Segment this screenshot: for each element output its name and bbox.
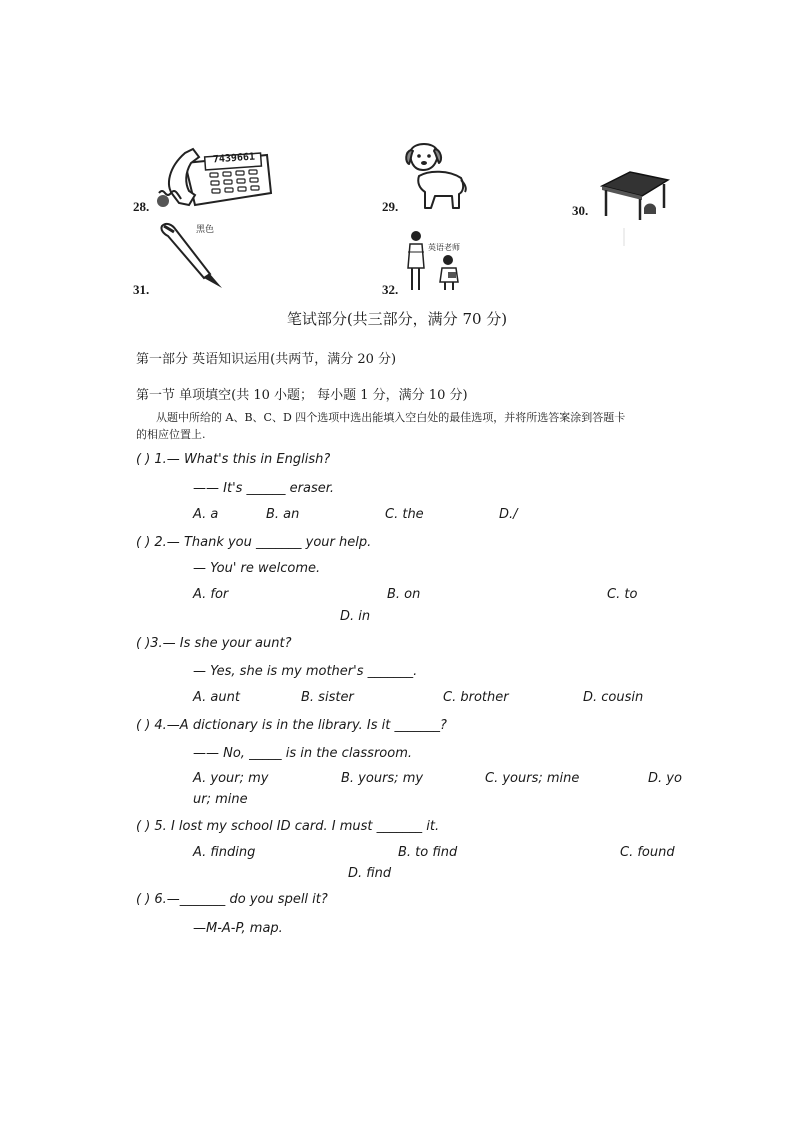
question-2-option-b[interactable]: B. on — [387, 587, 421, 602]
question-4-option-c[interactable]: C. yours; mine — [485, 771, 580, 786]
question-2-option-a[interactable]: A. for — [193, 587, 229, 602]
teacher-and-student-icon — [404, 228, 470, 294]
question-5-option-d[interactable]: D. find — [348, 866, 392, 881]
section-one-heading: 第一节 单项填空(共 10 小题； 每小题 1 分，满分 10 分) — [136, 388, 468, 403]
picture-number-30: 30. — [572, 203, 589, 218]
question-3-reply: — Yes, she is my mother's _______. — [193, 664, 418, 679]
question-3-option-d[interactable]: D. cousin — [583, 690, 644, 705]
question-2-stem: ( ) 2.— Thank you _______ your help. — [136, 535, 372, 550]
question-4-reply: —— No, _____ is in the classroom. — [193, 746, 412, 761]
question-2-option-d[interactable]: D. in — [340, 609, 371, 624]
question-4-option-d[interactable]: D. yo — [648, 771, 682, 786]
question-5-option-a[interactable]: A. finding — [193, 845, 256, 860]
pen-picture — [158, 220, 228, 292]
pen-icon — [158, 220, 228, 292]
telephone-display-number: 7439661 — [212, 151, 256, 166]
teacher-caption: 英语老师 — [428, 243, 460, 252]
instruction-line-2: 的相应位置上. — [136, 428, 206, 441]
dog-icon — [405, 140, 467, 212]
question-1-reply: —— It's ______ eraser. — [193, 481, 335, 496]
question-3-option-c[interactable]: C. brother — [443, 690, 509, 705]
teacher-student-picture — [404, 228, 470, 294]
table-picture — [600, 168, 670, 248]
question-4-option-b[interactable]: B. yours; my — [341, 771, 424, 786]
question-3-option-b[interactable]: B. sister — [301, 690, 354, 705]
question-4-option-a[interactable]: A. your; my — [193, 771, 269, 786]
question-5-stem: ( ) 5. I lost my school ID card. I must _______ it. — [136, 819, 440, 834]
question-5-option-b[interactable]: B. to find — [398, 845, 458, 860]
question-1-option-c[interactable]: C. the — [385, 507, 424, 522]
written-section-title: 笔试部分(共三部分，满分 70 分) — [286, 310, 508, 328]
picture-number-28: 28. — [133, 199, 150, 214]
question-2-reply: — You' re welcome. — [193, 561, 321, 576]
question-1-option-b[interactable]: B. an — [266, 507, 300, 522]
pen-caption: 黑色 — [196, 225, 215, 235]
picture-number-31: 31. — [133, 282, 150, 297]
part-one-heading: 第一部分 英语知识运用(共两节，满分 20 分) — [136, 352, 397, 367]
question-1-option-a[interactable]: A. a — [193, 507, 219, 522]
question-3-stem: ( )3.— Is she your aunt? — [136, 636, 292, 651]
dog-picture — [405, 140, 467, 212]
telephone-picture — [155, 145, 273, 210]
question-3-option-a[interactable]: A. aunt — [193, 690, 240, 705]
table-icon — [600, 168, 670, 248]
instruction-line-1: 从题中所给的 A、B、C、D 四个选项中选出能填入空白处的最佳选项，并将所选答案涂到答题卡 — [156, 411, 626, 424]
question-1-option-d[interactable]: D./ — [499, 507, 518, 522]
question-1-stem: ( ) 1.— What's this in English? — [136, 452, 331, 467]
question-6-stem: ( ) 6.—_______ do you spell it? — [136, 892, 328, 907]
picture-number-29: 29. — [382, 199, 399, 214]
question-4-option-d-wrap[interactable]: ur; mine — [193, 792, 248, 807]
picture-number-32: 32. — [382, 282, 399, 297]
question-6-reply: —M-A-P, map. — [193, 921, 283, 936]
question-4-stem: ( ) 4.—A dictionary is in the library. Is it _______? — [136, 718, 447, 733]
question-2-option-c[interactable]: C. to — [607, 587, 638, 602]
question-5-option-c[interactable]: C. found — [620, 845, 675, 860]
